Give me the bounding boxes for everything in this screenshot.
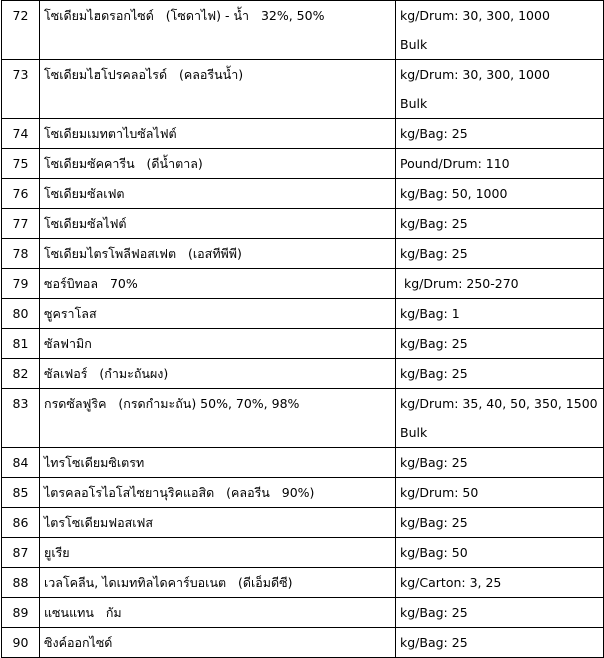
table-row — [2, 149, 604, 179]
packaging-line: kg/Bag: 25 — [400, 455, 468, 470]
packaging-line: kg/Carton: 3, 25 — [400, 575, 502, 590]
row-number: 78 — [2, 239, 40, 269]
row-number: 77 — [2, 209, 40, 239]
packaging-line: kg/Bag: 25 — [400, 635, 468, 650]
packaging-cell — [396, 209, 604, 239]
packaging-cell — [396, 359, 604, 389]
product-table — [1, 0, 604, 658]
table-row — [2, 478, 604, 508]
table-row — [2, 269, 604, 299]
packaging-line: kg/Drum: 30, 300, 1000 — [400, 8, 550, 23]
table-row — [2, 1, 604, 60]
packaging-cell — [396, 389, 604, 448]
packaging-line: kg/Bag: 50, 1000 — [400, 186, 508, 201]
row-number: 75 — [2, 149, 40, 179]
row-number: 84 — [2, 448, 40, 478]
row-number: 74 — [2, 119, 40, 149]
packaging-line: kg/Bag: 25 — [400, 216, 468, 231]
table-row — [2, 389, 604, 448]
product-name: โซเดียมซัลไฟต์ — [40, 209, 396, 239]
packaging-cell — [396, 568, 604, 598]
packaging-cell — [396, 119, 604, 149]
table-row — [2, 329, 604, 359]
product-name: ซอร์บิทอล 70% — [40, 269, 396, 299]
row-number: 76 — [2, 179, 40, 209]
packaging-cell — [396, 239, 604, 269]
packaging-line: Bulk — [400, 37, 428, 52]
product-name: โซเดียมไตรโพลีฟอสเฟต (เอสทีพีพี) — [40, 239, 396, 269]
product-name: ยูเรีย — [40, 538, 396, 568]
product-name: เวลโคลีน, ไดเมททิลไดคาร์บอเนต (ดีเอ็มดีซี) — [40, 568, 396, 598]
packaging-cell — [396, 538, 604, 568]
packaging-line: kg/Bag: 25 — [400, 515, 468, 530]
row-number: 88 — [2, 568, 40, 598]
table-row — [2, 538, 604, 568]
row-number: 79 — [2, 269, 40, 299]
product-name: ซูคราโลส — [40, 299, 396, 329]
product-name: ซัลฟามิก — [40, 329, 396, 359]
table-row — [2, 239, 604, 269]
product-name: ซัลเฟอร์ (กำมะถันผง) — [40, 359, 396, 389]
packaging-line: kg/Bag: 25 — [400, 126, 468, 141]
packaging-cell — [396, 329, 604, 359]
table-row — [2, 598, 604, 628]
packaging-cell — [396, 60, 604, 119]
product-name: โซเดียมไฮดรอกไซด์ (โซดาไฟ) - น้ำ 32%, 50% — [40, 1, 396, 60]
packaging-cell — [396, 448, 604, 478]
packaging-line: Pound/Drum: 110 — [400, 156, 510, 171]
table-row — [2, 448, 604, 478]
product-name: ไตรคลอโรไอโสไซยานุริคแอสิด (คลอรีน 90%) — [40, 478, 396, 508]
packaging-cell — [396, 598, 604, 628]
product-name: กรดซัลฟูริค (กรดกำมะถัน) 50%, 70%, 98% — [40, 389, 396, 448]
table-row — [2, 568, 604, 598]
table-row — [2, 359, 604, 389]
packaging-line: kg/Bag: 25 — [400, 366, 468, 381]
row-number: 87 — [2, 538, 40, 568]
table-row — [2, 299, 604, 329]
row-number: 72 — [2, 1, 40, 60]
table-row — [2, 179, 604, 209]
packaging-line: kg/Bag: 25 — [400, 246, 468, 261]
product-name: โซเดียมซัคคารีน (ดีน้ำตาล) — [40, 149, 396, 179]
product-name: ไทรโซเดียมซิเตรท — [40, 448, 396, 478]
table-row — [2, 628, 604, 658]
packaging-line: kg/Bag: 1 — [400, 306, 460, 321]
packaging-line: kg/Bag: 25 — [400, 336, 468, 351]
table-row — [2, 508, 604, 538]
packaging-line: kg/Drum: 35, 40, 50, 350, 1500 — [400, 396, 598, 411]
packaging-line: kg/Drum: 30, 300, 1000 — [400, 67, 550, 82]
row-number: 80 — [2, 299, 40, 329]
product-name: โซเดียมซัลเฟต — [40, 179, 396, 209]
row-number: 73 — [2, 60, 40, 119]
row-number: 81 — [2, 329, 40, 359]
product-name: ไตรโซเดียมฟอสเฟส — [40, 508, 396, 538]
packaging-cell — [396, 149, 604, 179]
packaging-cell — [396, 478, 604, 508]
packaging-line: Bulk — [400, 425, 428, 440]
packaging-line: kg/Bag: 50 — [400, 545, 468, 560]
product-name: โซเดียมไฮโปรคลอไรด์ (คลอรีนน้ำ) — [40, 60, 396, 119]
packaging-cell — [396, 508, 604, 538]
product-name: แซนแทน กัม — [40, 598, 396, 628]
packaging-cell — [396, 628, 604, 658]
product-name: ซิงค์ออกไซด์ — [40, 628, 396, 658]
packaging-cell — [396, 1, 604, 60]
packaging-line: Bulk — [400, 96, 428, 111]
row-number: 85 — [2, 478, 40, 508]
packaging-line: kg/Drum: 250-270 — [400, 276, 519, 291]
row-number: 90 — [2, 628, 40, 658]
packaging-line: kg/Bag: 25 — [400, 605, 468, 620]
table-row — [2, 60, 604, 119]
row-number: 82 — [2, 359, 40, 389]
packaging-line: kg/Drum: 50 — [400, 485, 479, 500]
product-name: โซเดียมเมทตาไบซัลไฟต์ — [40, 119, 396, 149]
row-number: 89 — [2, 598, 40, 628]
packaging-cell — [396, 269, 604, 299]
row-number: 86 — [2, 508, 40, 538]
table-row — [2, 119, 604, 149]
packaging-cell — [396, 299, 604, 329]
row-number: 83 — [2, 389, 40, 448]
table-row — [2, 209, 604, 239]
packaging-cell — [396, 179, 604, 209]
product-table-body — [2, 1, 604, 658]
